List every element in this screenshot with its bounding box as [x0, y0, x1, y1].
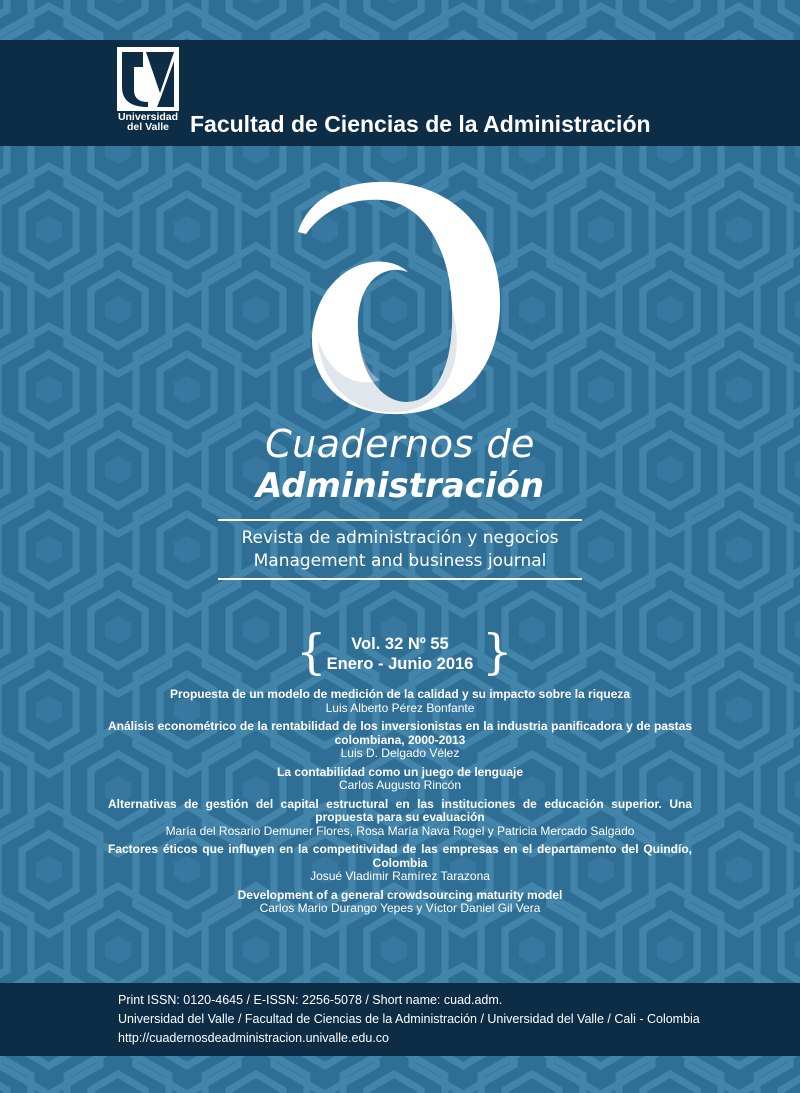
subtitle-english: Management and business journal — [253, 551, 547, 571]
article-authors: Luis Alberto Pérez Bonfante — [325, 700, 475, 715]
left-brace-ornament: { — [296, 624, 327, 680]
table-of-contents — [108, 688, 692, 921]
article-authors: Carlos Mario Durango Yepes y Víctor Daniel Gil Vera — [259, 901, 541, 915]
issue-period: Enero - Junio 2016 — [326, 655, 474, 673]
article-authors: María del Rosario Demuner Flores, Rosa María Nava Rogel y Patricia Mercado Salgado — [165, 823, 635, 838]
article-authors: Carlos Augusto Rincón — [338, 778, 462, 792]
article-entry — [108, 720, 692, 761]
logo-line-1: Universidad — [117, 111, 179, 123]
university-logo — [117, 47, 179, 111]
article-title: Development of a general crowdsourcing maturity model — [237, 887, 563, 902]
article-title: Factores éticos que influyen en la competitividad de las empresas en el departamento del Quindío, Colombia — [108, 842, 692, 870]
article-title: Alternativas de gestión del capital estructural en las instituciones de educación superior. Una propuesta para su evaluación — [108, 796, 692, 824]
issue-volume: Vol. 32 Nº 55 — [351, 635, 449, 653]
article-title: La contabilidad como un juego de lenguaje — [276, 764, 524, 779]
subtitle-spanish: Revista de administración y negocios — [241, 528, 559, 548]
article-entry — [108, 766, 692, 793]
faculty-name: Facultad de Ciencias de la Administración — [190, 111, 651, 137]
divider-bottom — [218, 578, 582, 580]
article-entry — [108, 798, 692, 839]
article-authors: Luis D. Delgado Vélez — [340, 746, 460, 760]
divider-top — [218, 519, 582, 521]
article-entry — [108, 843, 692, 884]
journal-name-line-1: Cuadernos de — [265, 422, 535, 466]
logo-line-2: del Valle — [126, 121, 170, 133]
footer-institution: Universidad del Valle / Facultad de Ciencias de la Administración / Universidad del Valle / Cali - Colombia — [118, 1012, 700, 1026]
university-logo-text — [112, 112, 184, 132]
article-title: Propuesta de un modelo de medición de la calidad y su impacto sobre la riqueza — [169, 687, 631, 701]
article-title: Análisis econométrico de la rentabilidad de los inversionistas en la industria panificadora y de pastas colombiana, 2000-2013 — [108, 719, 692, 747]
article-authors: Josué Vladimir Ramírez Tarazona — [310, 869, 490, 883]
footer-issn: Print ISSN: 0120-4645 / E-ISSN: 2256-5078 / Short name: cuad.adm. — [118, 993, 503, 1007]
journal-logo-mark — [290, 180, 510, 415]
article-entry — [108, 889, 692, 916]
right-brace-ornament: } — [482, 624, 513, 680]
article-entry — [108, 688, 692, 715]
journal-name-line-2: Administración — [255, 466, 545, 506]
footer-website-link[interactable]: http://cuadernosdeadministracion.univalle.edu.co — [118, 1031, 390, 1045]
